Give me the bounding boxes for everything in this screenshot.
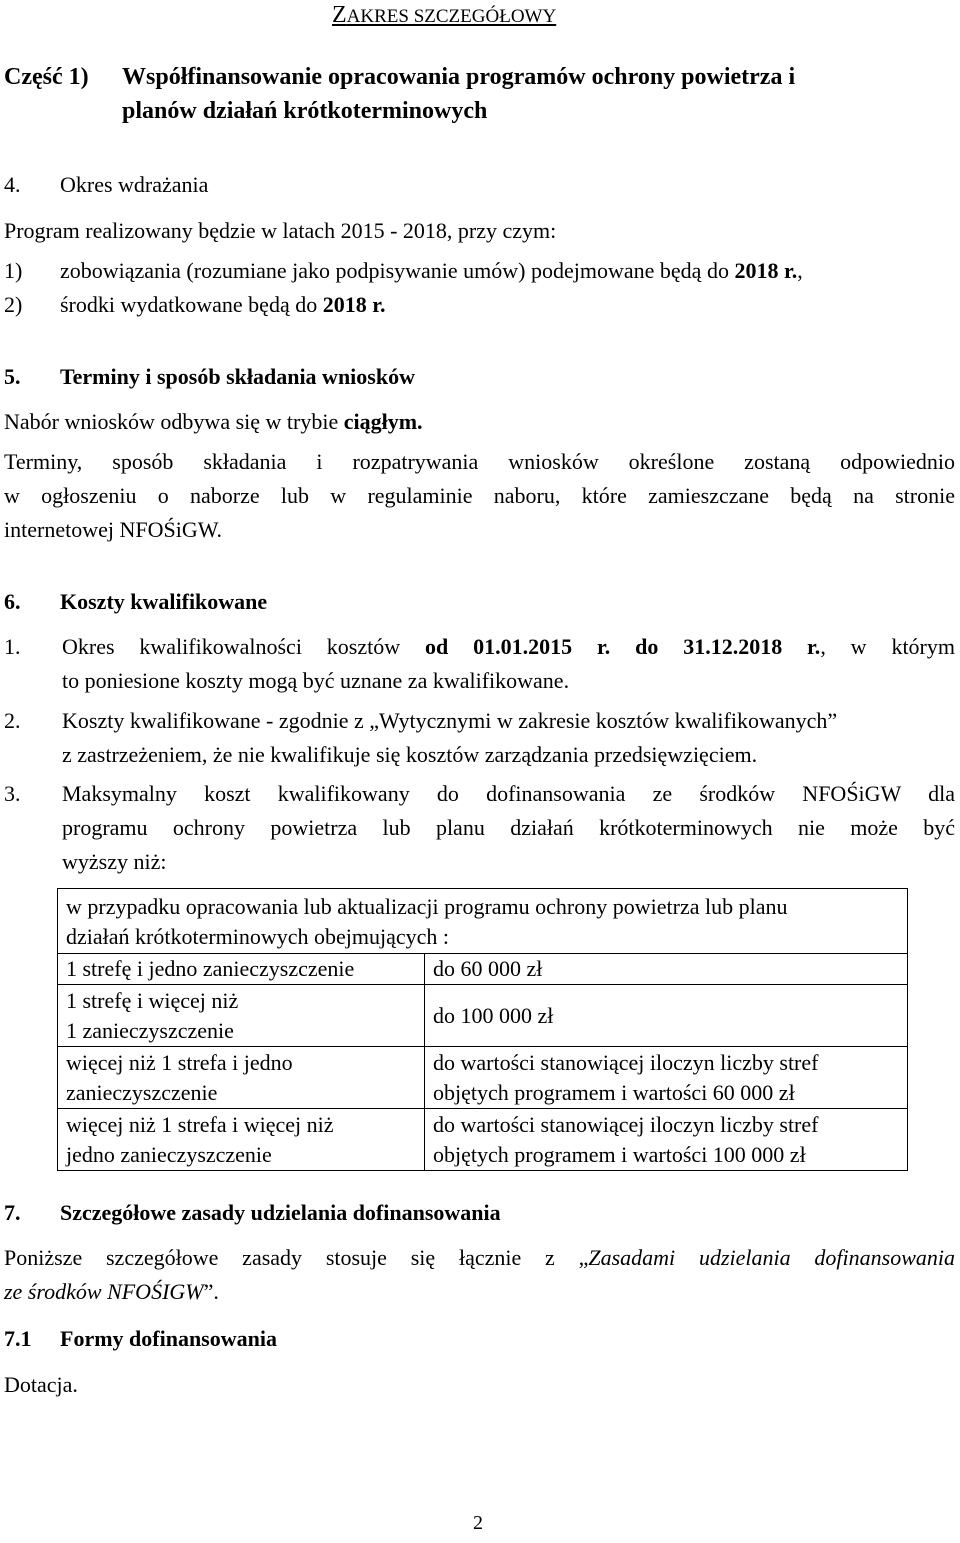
section5-title: Terminy i sposób składania wniosków — [60, 364, 415, 389]
section4-number: 4. — [4, 172, 21, 197]
table-cell-scope — [58, 1047, 425, 1109]
table-row — [58, 954, 908, 985]
table-row — [58, 1109, 908, 1171]
table-cell-scope-line2: 1 zanieczyszczenie — [66, 1018, 234, 1043]
section5-number: 5. — [4, 364, 21, 389]
table-cell-scope-line2: zanieczyszczenie — [66, 1080, 218, 1105]
section6-item1-number: 1. — [4, 634, 21, 659]
table-cell-scope-line1: 1 strefę i więcej niż — [66, 988, 239, 1013]
table-cell-scope — [58, 1109, 425, 1171]
section7-p-plain: Poniższe szczegółowe zasady stosuje się łącznie z „ — [4, 1245, 589, 1270]
table-cell-amount-text: do 60 000 zł — [433, 956, 543, 981]
section4-item1-tail: , — [797, 258, 803, 283]
part-title-line1: Współfinansowanie opracowania programów ochrony powietrza i — [122, 64, 796, 90]
section6-item2-line1: Koszty kwalifikowane - zgodnie z „Wytycznymi w zakresie kosztów kwalifikowanych” — [62, 708, 838, 733]
section4-item2-text — [60, 290, 385, 320]
table-header-line1: w przypadku opracowania lub aktualizacji programu ochrony powietrza lub planu — [66, 894, 788, 919]
table-cell-scope-line1: więcej niż 1 strefa i jedno — [66, 1050, 293, 1075]
header-title-initial: Z — [332, 2, 347, 28]
section4-item1-plain: zobowiązania (rozumiane jako podpisywanie umów) podejmowane będą do — [60, 258, 735, 283]
section7-title: Szczegółowe zasady udzielania dofinansowania — [60, 1200, 501, 1225]
section7-1-title: Formy dofinansowania — [60, 1326, 277, 1351]
table-cell-amount-line1: do wartości stanowiącej iloczyn liczby stref — [433, 1112, 819, 1137]
table-cell-scope — [58, 985, 425, 1047]
table-header-cell — [58, 889, 908, 954]
section6-item2-number: 2. — [4, 708, 21, 733]
part-label: Część 1) — [4, 64, 89, 90]
section7-1-number: 7.1 — [4, 1326, 32, 1351]
section4-item1-number: 1) — [4, 258, 23, 283]
table-cell-amount — [425, 1109, 908, 1171]
table-cell-amount-line1: do wartości stanowiącej iloczyn liczby stref — [433, 1050, 819, 1075]
section5-p2-line1: Terminy, sposób składania i rozpatrywania wniosków określone zostaną odpowiednio — [4, 449, 955, 474]
section6-item1-tail: , w którym — [820, 634, 955, 659]
section6-title: Koszty kwalifikowane — [60, 589, 268, 614]
section4-item1-bold: 2018 r. — [734, 258, 798, 283]
section5-p1-plain: Nabór wniosków odbywa się w trybie — [4, 409, 344, 434]
table-cell-scope-line2: jedno zanieczyszczenie — [66, 1142, 272, 1167]
section5-paragraph1 — [4, 407, 423, 437]
table-row — [58, 1047, 908, 1109]
table-cell-amount — [425, 954, 908, 985]
table-cell-amount — [425, 1047, 908, 1109]
section7-number: 7. — [4, 1200, 21, 1225]
section7-1-text: Dotacja. — [4, 1372, 78, 1397]
section6-item1-line2: to poniesione koszty mogą być uznane za kwalifikowane. — [62, 668, 570, 693]
section7-p-tail: ”. — [203, 1279, 219, 1304]
table-header-row — [58, 889, 908, 954]
table-header-line2: działań krótkoterminowych obejmujących : — [66, 924, 450, 949]
page-number: 2 — [473, 1512, 483, 1534]
section4-title: Okres wdrażania — [60, 172, 209, 197]
header-title-rest: AKRES SZCZEGÓŁOWY — [346, 6, 557, 27]
section7-paragraph-line2 — [4, 1277, 219, 1307]
table-cell-scope — [58, 954, 425, 985]
table-cell-amount — [425, 985, 908, 1047]
section5-p2-line3: internetowej NFOŚiGW. — [4, 517, 222, 542]
section5-p2-line2: w ogłoszeniu o naborze lub w regulaminie naboru, które zamieszczane będą na stronie — [4, 483, 955, 508]
section6-item1-plain: Okres kwalifikowalności kosztów — [62, 634, 425, 659]
table-cell-scope-text: 1 strefę i jedno zanieczyszczenie — [66, 956, 355, 981]
section6-item1-line1 — [62, 632, 955, 662]
document-header-title — [332, 2, 556, 29]
table-row — [58, 985, 908, 1047]
section6-item3-line1: Maksymalny koszt kwalifikowany do dofinansowania ze środków NFOŚiGW dla — [62, 781, 955, 806]
section7-p-italic-cont: ze środków NFOŚIGW — [4, 1279, 204, 1304]
section4-intro: Program realizowany będzie w latach 2015 - 2018, przy czym: — [4, 218, 557, 243]
section7-p-italic: Zasadami udzielania dofinansowania — [588, 1245, 955, 1270]
max-cost-table — [57, 888, 908, 1171]
section5-p1-bold: ciągłym. — [343, 409, 423, 434]
section7-paragraph-line1 — [4, 1243, 955, 1273]
section6-item1-bold-dates: od 01.01.2015 r. do 31.12.2018 r. — [425, 634, 821, 659]
section4-item1-text — [60, 256, 803, 286]
section6-item2-line2: z zastrzeżeniem, że nie kwalifikuje się kosztów zarządzania przedsięwzięciem. — [62, 742, 758, 767]
section6-item3-line2: programu ochrony powietrza lub planu działań krótkoterminowych nie może być — [62, 815, 955, 840]
table-cell-amount-line2: objętych programem i wartości 60 000 zł — [433, 1080, 795, 1105]
section4-item2-number: 2) — [4, 292, 23, 317]
section6-number: 6. — [4, 589, 21, 614]
part-title-line2: planów działań krótkoterminowych — [122, 98, 488, 124]
table-cell-amount-text: do 100 000 zł — [433, 1002, 554, 1028]
section6-item3-number: 3. — [4, 781, 21, 806]
section4-item2-bold: 2018 r. — [322, 292, 386, 317]
section4-item2-plain: środki wydatkowane będą do — [60, 292, 323, 317]
section6-item3-line3: wyższy niż: — [62, 849, 167, 874]
table-cell-scope-line1: więcej niż 1 strefa i więcej niż — [66, 1112, 334, 1137]
table-cell-amount-line2: objętych programem i wartości 100 000 zł — [433, 1142, 806, 1167]
